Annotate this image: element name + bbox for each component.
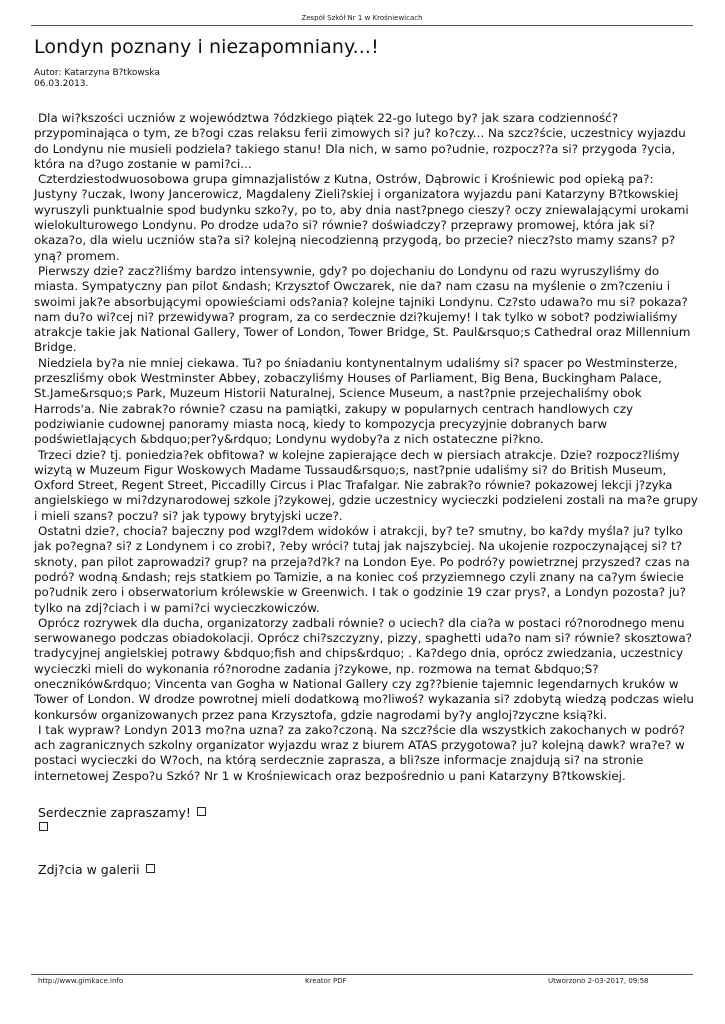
article-paragraph: Trzeci dzie? tj. poniedzia?ek obfitowa? w kolejne zapierające dech w piersiach atrakcje. Dzie? rozpocz?liśmy wizytą w Muzeum Figur Woskowych Madame Tussaud&rsquo;s, nast?pnie udaliśmy si? do British Museum, Oxford Street, Regent Street, Piccadilly Circus i Plac Trafalgar. Nie zabrak?o równie? pokazowej lekcji j?zyka angielskiego w mi?dzynarodowej szkole j?zykowej, gdzie uczestnicy wycieczki podzieleni zostali na ma?e grupy i mieli szans? poczu? si? jak typowy brytyjski ucze?. [34, 447, 698, 523]
footer-created: Utworzono 2-03-2017, 09:58 [548, 977, 649, 985]
gallery-link-block [38, 862, 155, 877]
header-divider [31, 25, 693, 26]
article-paragraph: Czterdziestodwuosobowa grupa gimnazjalistów z Kutna, Ostrów, Dąbrowic i Krośniewic pod opieką pa?: Justyny ?uczak, Iwony Jancerowicz, Magdaleny Zieli?skiej i organizatora wyjazdu pani Katarzyny B?tkowskiej wyruszyli punktualnie spod budynku szko?y, po to, aby dnia nast?pnego cieszy? oczy zniewalającymi urokami wielokulturowego Londynu. Po drodze uda?o si? równie? doświadczy? przeprawy promowej, która jak si? okaza?o, dla wielu uczniów sta?a si? kolejną niecodzienną przygodą, bo przecie? niecz?sto mamy szans? p?yną? promem. [34, 172, 689, 263]
article-date: 06.03.2013. [34, 79, 89, 89]
missing-glyph-icon [39, 822, 48, 831]
article-paragraph: Dla wi?kszości uczniów z województwa ?ódzkiego piątek 22-go lutego by? jak szara codzienność? przypominająca o tym, ze b?ogi czas relaksu ferii zimowych si? ju? ko?czy... Na szcz?ście, uczestnicy wyjazdu do Londynu nie musieli podziela? takiego stanu! Dla nich, w samo po?udnie, rozpocz??a si? przygoda ?ycia, która na d?ugo zostanie w pami?ci... [34, 111, 686, 171]
article-paragraph: Oprócz rozrywek dla ducha, organizatorzy zadbali równie? o uciech? dla cia?a w postaci ró?norodnego menu serwowanego podczas obiadokolacji. Oprócz chi?szczyzny, pizzy, spaghetti uda?o nam si? równie? skosztowa? tradycyjnej angielskiej potrawy &bdquo;fish and chips&rdquo; . Ka?dego dnia, oprócz zwiedzania, uczestnicy wycieczki mieli do wykonania ró?norodne zadania j?zykowe, np. rozmowa na temat &bdquo;S?oneczników&rdquo; Vincenta van Gogha w National Gallery czy zg??bienie tajemnic legendarnych kruków w Tower of London. W drodze powrotnej mieli dodatkową mo?liwoś? wykazania si? zdobytą wiedzą podczas wielu konkursów organizowanych przez pana Krzysztofa, gdzie nagrodami by?y angloj?zyczne ksią?ki. [34, 615, 694, 722]
article-paragraph: I tak wypraw? Londyn 2013 mo?na uzna? za zako?czoną. Na szcz?ście dla wszystkich zakochanych w podró?ach zagranicznych szkolny organizator wyjazdu wraz z biurem ATAS przygotowa? ju? kolejną dawk? wra?e? w postaci wycieczki do W?och, na którą serdecznie zaprasza, a bli?sze informacje znajdują si? na stronie internetowej Zespo?u Szkó? Nr 1 w Krośniewicach oraz bezpośrednio u pani Katarzyny B?tkowskiej. [34, 722, 685, 783]
article-paragraph: Niedziela by?a nie mniej ciekawa. Tu? po śniadaniu kontynentalnym udaliśmy si? spacer po Westminsterze, przeszliśmy obok Westminster Abbey, zobaczyliśmy Houses of Parliament, Big Bena, Buckingham Palace, St.Jame&rsquo;s Park, Muzeum Historii Naturalnej, Science Museum, a nast?pnie przejechaliśmy obok Harrods'a. Nie zabrak?o równie? czasu na pamiątki, zakupy w popularnych centrach handlowych czy podziwianie cudownej panoramy miasta nocą, kiedy to kompozycja precyzyjnie dobranych barw podświetlających &bdquo;per?y&rdquo; Londynu wydoby?a z nich ostateczne pi?kno. [34, 355, 678, 447]
page-header: Zespół Szkół Nr 1 w Krośniewicach [301, 14, 423, 22]
article-meta [34, 68, 160, 90]
gallery-text: Zdj?cia w galerii [38, 862, 140, 877]
missing-glyph-icon [146, 864, 155, 873]
article-paragraph: Pierwszy dzie? zacz?liśmy bardzo intensywnie, gdy? po dojechaniu do Londynu od razu wyruszyliśmy do miasta. Sympatyczny pan pilot &ndash; Krzysztof Owczarek, nie da? nam czasu na myślenie o zm?czeniu i swoimi jak?e absorbującymi opowieściami ods?ania? kolejne tajniki Londynu. Cz?sto udawa?o mu si? pokaza? nam du?o wi?cej ni? przewidywa? program, za co serdecznie dzi?kujemy! I tak tylko w sobot? podziwialiśmy atrakcje takie jak National Gallery, Tower of London, Tower Bridge, St. Paul&rsquo;s Cathedral oraz Millennium Bridge. [34, 263, 691, 355]
missing-glyph-icon [197, 807, 206, 816]
invite-text: Serdecznie zapraszamy! [38, 805, 191, 820]
article-author: Autor: Katarzyna B?tkowska [34, 68, 160, 78]
article-paragraph: Ostatni dzie?, chocia? bajeczny pod wzgl?dem widoków i atrakcji, by? te? smutny, bo ka?dy myśla? ju? tylko jak po?egna? si? z Londynem i co zrobi?, ?eby wróci? tutaj jak najszybciej. Na ukojenie rozpoczynającej si? t?sknoty, pan pilot zaprowadzi? grup? na przeja?d?k? na London Eye. Po podró?y powietrznej przyszed? czas na podró? wodną &ndash; rejs statkiem po Tamizie, a na koniec coś przyziemnego czyli znany na ca?ym świecie po?udnik zero i obserwatorium królewskie w Greenwich. I tak o godzinie 19 czar prys?, a Londyn pozosta? ju? tylko na zdj?ciach i w pami?ci wycieczkowiczów. [34, 524, 690, 615]
article-title: Londyn poznany i niezapomniany...! [34, 36, 379, 58]
invite-block [38, 805, 206, 835]
article-body [34, 111, 698, 784]
footer-url[interactable]: http://www.gimkace.info [38, 977, 124, 985]
footer-generator: Kreator PDF [305, 977, 347, 985]
footer-divider [31, 974, 693, 975]
